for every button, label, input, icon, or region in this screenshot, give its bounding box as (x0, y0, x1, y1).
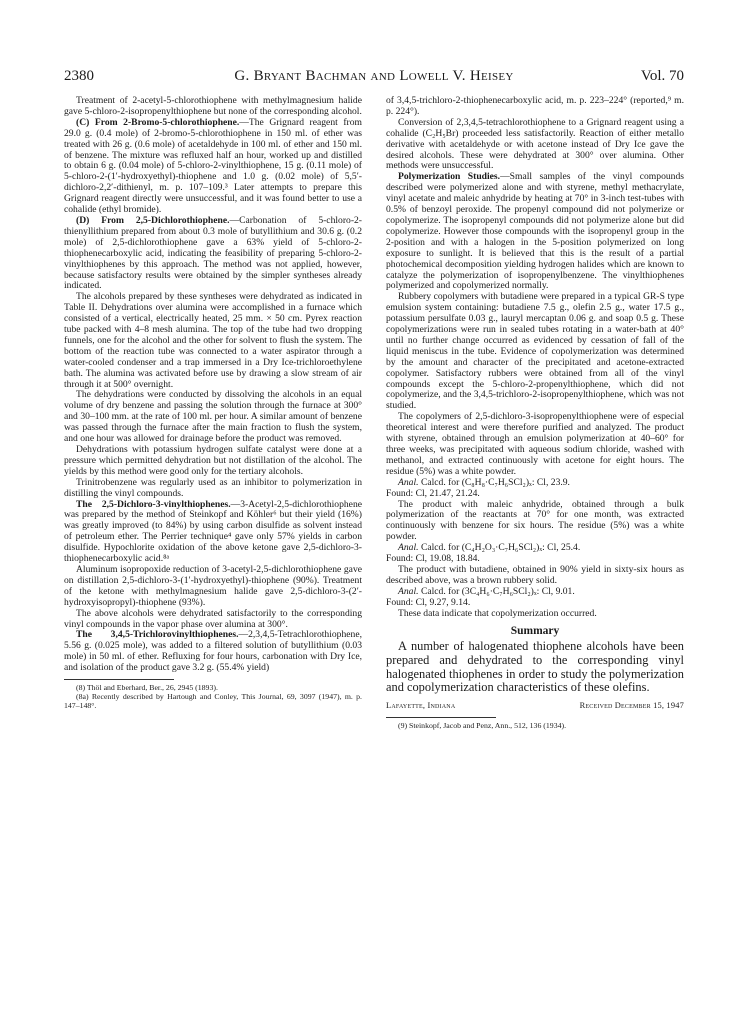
received-date: Received December 15, 1947 (579, 700, 684, 710)
volume-label: Vol. 70 (640, 68, 684, 84)
paragraph (64, 500, 362, 565)
page-number: 2380 (64, 68, 94, 84)
left-column (64, 96, 362, 710)
footnote: (8a) Recently described by Hartough and Conley, This Journal, 69, 3097 (1947), m. p. 147–148°. (64, 692, 362, 711)
signature-line (386, 701, 684, 712)
paragraph: Conversion of 2,3,4,5-tetrachlorothiophene to a Grignard reagent using a cohalide (C₂H₅Br) proceeded less satisfactorily. Reaction of either metallo derivative with acetaldehyde or with acetone instead of Dry Ice gave the desired alcohols. These were dehydrated at 300° over alumina. Other methods were unsuccessful. (386, 116, 684, 172)
footnote-rule (64, 679, 174, 680)
paragraph: The alcohols prepared by these syntheses were dehydrated as indicated in Table II. Dehydrations over alumina were accomplished in a furnace which consisted of a vertical, electrically heated, 25 mm. × 50 cm. Pyrex reaction tube packed with 4–8 mesh alumina. The top of the tube had two dropping funnels, one for the alcohol and the other for solvent to flush the system. The bottom of the reaction tube was connected to a water aspirator through a water-cooled condenser and a trap immersed in a Dry Ice-trichloroethylene bath. The alumina was activated before use by drawing a slow stream of air through it at 500° overnight. (64, 291, 362, 390)
paragraph (64, 216, 362, 292)
analysis-label: Anal. (398, 542, 419, 554)
paragraph: Dehydrations with potassium hydrogen sulfate catalyst were done at a pressure which permitted dehydration but not distillation of the alcohol. The yields by this method were good only for the tertiary alcohols. (64, 444, 362, 477)
footnote: (8) Thöl and Eberhard, Ber., 26, 2945 (1893). (76, 683, 218, 693)
section-run-head: The 3,4,5-Trichlorovinylthiophenes. (76, 629, 239, 641)
paragraph: The product with butadiene, obtained in 90% yield in sixty-six hours as described above, was a brown rubbery solid. (386, 563, 684, 586)
analysis-calcd: Calcd. for (C₈H₈·C₇H₆SCl₂)ₓ: Cl, 23.9. (420, 476, 570, 488)
section-run-head: (C) From 2-Bromo-5-chlorothiophene. (76, 116, 240, 128)
footnote-rule (386, 717, 496, 718)
analysis-calcd: Calcd. for (C₄H₂O₃·C₇H₆SCl₂)ₓ: Cl, 25.4. (420, 542, 581, 554)
paragraph: of 3,4,5-trichloro-2-thiophenecarboxylic acid, m. p. 223–224° (reported,⁹ m. p. 224°). (386, 95, 684, 117)
analysis-found: Found: Cl, 9.27, 9.14. (386, 596, 471, 608)
paragraph: Treatment of 2-acetyl-5-chlorothiophene with methylmagnesium halide gave 5-chloro-2-isopropenylthiophene but none of the corresponding alcohol. (64, 95, 362, 117)
page-header (64, 68, 684, 88)
paragraph-text: —2,3,4,5-Tetrachlorothiophene, 5.56 g. (0.025 mole), was added to a filtered solution of butyllithium (0.03 mole) in 50 ml. of ether. Refluxing for four hours, carbonation with Dry Ice, and isolation of the product gave 3.2 g. (55.4% yield) (64, 629, 362, 674)
paragraph (64, 630, 362, 674)
analysis-block (386, 478, 684, 500)
paragraph-text: —Carbonation of 5-chloro-2-thienyllithium prepared from about 0.3 mole of butyllithium and 30.6 g. (0.2 mole) of 2,5-dichlorothiophene gave a 63% yield of 5-chloro-2-thiophenecarboxylic acid, indicating the feasibility of preparing 5-chloro-2-vinylthiophenes by this approach. The method was not applied, however, because satisfactory results were obtained by the simpler syntheses already indicated. (64, 214, 363, 292)
analysis-calcd: Calcd. for (3C₄H₆·C₇H₆SCl₂)ₓ: Cl, 9.01. (420, 585, 575, 597)
paragraph-text: —Small samples of the vinyl compounds described were polymerized alone and with styrene, methyl methacrylate, vinyl acetate and maleic anhydride by heating at 70° in 3-inch test-tubes with 0.5% of benzoyl peroxide. The propenyl compound did not polymerize or copolymerize. The isopropenyl compounds did not polymerize alone but did copolymerize. However those compounds with the isopropenyl group in the 2-position and with a halogen in the 5-position polymerized on long exposure to sunlight. It is believed that this is the result of a partial photochemical decomposition yielding hydrogen halides which are known to catalyze the polymerization of isopropenylbenzene. The vinylthiophenes polymerized and copolymerized normally. (386, 171, 684, 292)
analysis-label: Anal. (398, 585, 419, 597)
running-title: G. Bryant Bachman and Lowell V. Heisey (234, 68, 514, 84)
paragraph (64, 118, 362, 216)
paragraph: The product with maleic anhydride, obtained through a bulk polymerization of the reactants at 70° for one month, was extracted continuously with benzene for six hours. The residue (5%) was a white powder. (386, 498, 684, 543)
paragraph: Rubbery copolymers with butadiene were prepared in a typical GR-S type emulsion system containing: butadiene 7.5 g., olefin 2.5 g., water 17.5 g., potassium persulfate 0.03 g., lauryl mercaptan 0.06 g. and soap 0.5 g. These copolymerizations were run in sealed tubes rotating in a water-bath at 40° until no further change occurred as evidenced by cessation of fall of the liquid meniscus in the tube. Evidence of copolymerization was determined by the amount and character of the precipitated and acetone-extracted copolymer. Satisfactory rubbers were obtained from all of the vinyl compounds except the 5-chloro-2-propenylthiophene, which did not copolymerize, and the 3,4,5-trichloro-2-isopropenylthiophene, which was not studied. (386, 291, 684, 412)
analysis-label: Anal. (398, 476, 419, 488)
paragraph: The copolymers of 2,5-dichloro-3-isopropenylthiophene were of especial theoretical interest and were therefore purified and analyzed. The product with styrene, obtained through an emulsion polymerization at 40–60° for three weeks, was precipitated with aqueous sodium chloride, washed with methanol, and extracted continuously with acetone for eight hours. The residue (5%) was a white powder. (386, 411, 684, 477)
signature-place: Lafayette, Indiana (386, 700, 456, 710)
right-column (386, 96, 684, 730)
paragraph-text: —3-Acetyl-2,5-dichlorothiophene was prepared by the method of Steinkopf and Köhler⁶ but their yield (16%) was greatly improved (to 84%) by using carbon disulfide as solvent instead of petroleum ether. The Perrier technique⁴ gave only 57% yields in carbon disulfide. Hypochlorite oxidation of the above ketone gave 2,5-dichloro-3-thiophenecarboxylic acid.⁸ᵃ (64, 498, 362, 565)
paragraph: Trinitrobenzene was regularly used as an inhibitor to polymerization in distilling the vinyl compounds. (64, 476, 362, 499)
section-run-head: Polymerization Studies. (398, 171, 501, 183)
section-run-head: The 2,5-Dichloro-3-vinylthiophenes. (76, 498, 231, 510)
paragraph: The above alcohols were dehydrated satisfactorily to the corresponding vinyl compounds in the vapor phase over alumina at 300°. (64, 607, 362, 630)
paragraph (386, 172, 684, 292)
summary-text: A number of halogenated thiophene alcohols have been prepared and dehydrated to the corresponding vinyl halogenated thiophenes in order to study the polymerization and copolymerization characteristics of these olefins. (386, 639, 684, 695)
analysis-block (386, 543, 684, 565)
footnote: (9) Steinkopf, Jacob and Penz, Ann., 512, 136 (1934). (398, 720, 567, 730)
paragraph: Aluminum isopropoxide reduction of 3-acetyl-2,5-dichlorothiophene gave on distillation 2,5-dichloro-3-(1′-hydroxyethyl)-thiophene (90%). Treatment of the ketone with methylmagnesium halide gave 2,5-dichloro-3-(2′-hydroxyisopropyl)-thiophene (93%). (64, 563, 362, 608)
paragraph: These data indicate that copolymerization occurred. (398, 607, 597, 619)
analysis-found: Found: Cl, 21.47, 21.24. (386, 487, 480, 499)
analysis-block (386, 587, 684, 609)
summary-heading: Summary (510, 624, 560, 637)
analysis-found: Found: Cl, 19.08, 18.84. (386, 553, 480, 565)
section-run-head: (D) From 2,5-Dichlorothiophene. (76, 214, 230, 226)
paragraph-text: —The Grignard reagent from 29.0 g. (0.4 mole) of 2-bromo-5-chlorothiophene in 150 ml. of ether was treated with 26 g. (0.6 mole) of acetaldehyde in 100 ml. of ether and 150 ml. of benzene. The mixture was refluxed half an hour, worked up and distilled to obtain 6 g. (0.04 mole) of 5-chloro-2-vinylthiophene, 15 g. (0.11 mole) of 5-chloro-2-(1′-hydroxyethyl)-thiophene and 1.0 g. (0.02 mole) of 5,5′-dichloro-2,2′-dithienyl, m. p. 107–109.³ Later attempts to prepare this Grignard reagent directly were unsuccessful, and it was found better to use a cohalide (ethyl bromide). (64, 116, 362, 216)
paragraph: The dehydrations were conducted by dissolving the alcohols in an equal volume of dry benzene and passing the solution through the furnace at 300° and 30–100 mm. at the rate of 100 ml. per hour. A similar amount of benzene was passed through the furnace after the main fraction to flush the system, and one hour was allowed for drainage before the product was removed. (64, 389, 362, 445)
